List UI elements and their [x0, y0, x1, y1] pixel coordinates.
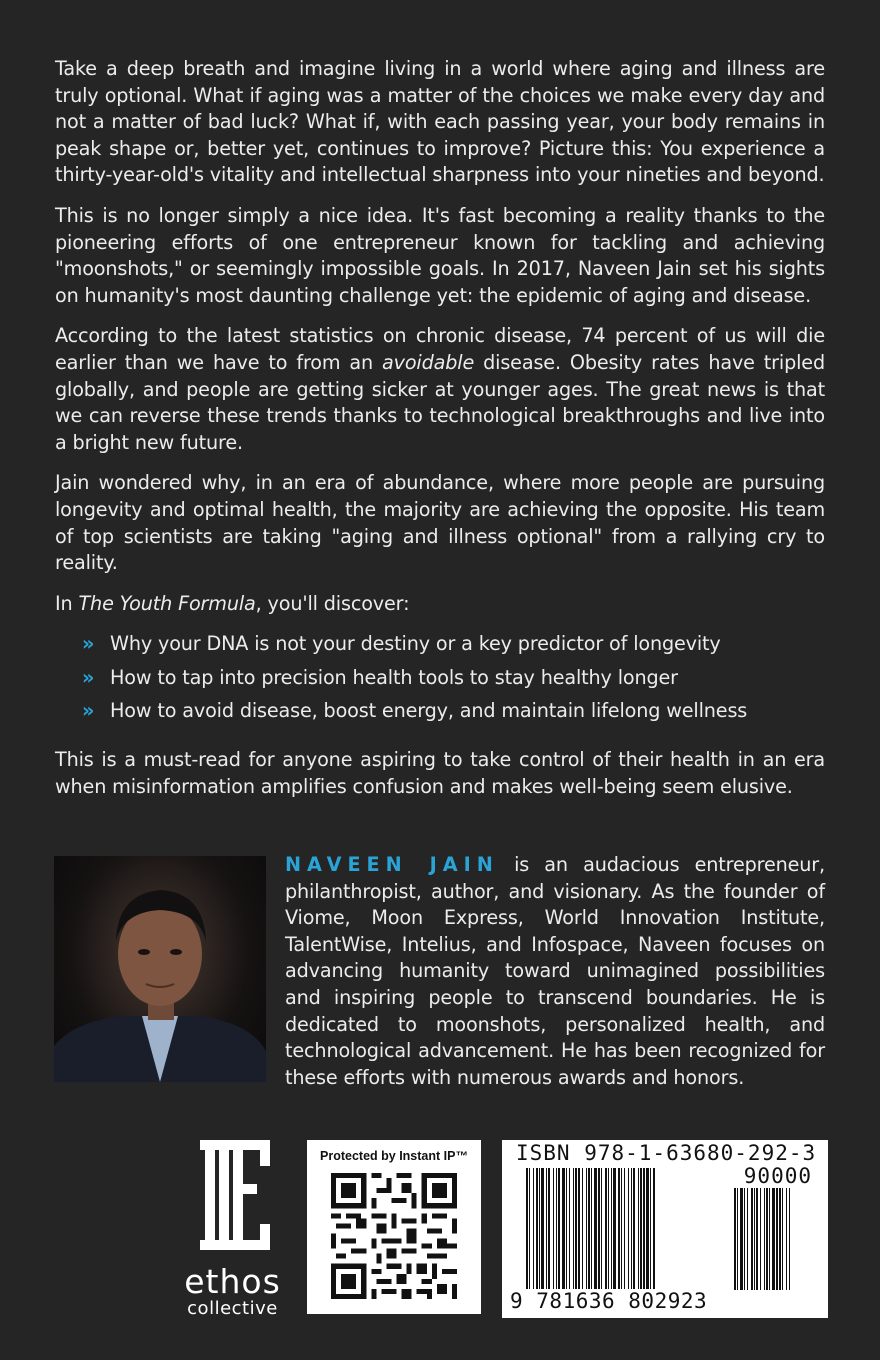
barcode-bar: [631, 1168, 632, 1290]
barcode-bar: [529, 1168, 530, 1290]
barcode-bar: [740, 1188, 743, 1290]
book-title-italic: The Youth Formula: [78, 591, 256, 615]
book-description: [55, 56, 825, 814]
barcode-bar: [536, 1168, 538, 1290]
author-bio: [285, 852, 825, 1091]
barcode-bar: [769, 1188, 770, 1290]
barcode-bar: [624, 1168, 625, 1290]
barcode-bar: [541, 1168, 544, 1290]
barcode-bar: [582, 1168, 583, 1290]
barcode-bar: [546, 1168, 547, 1290]
barcode-bar: [591, 1168, 592, 1290]
barcode-bar: [782, 1188, 783, 1290]
chevron-right-icon: »: [82, 699, 95, 723]
barcode-bar: [772, 1188, 775, 1290]
barcode-bar: [588, 1168, 590, 1290]
author-bio-text: is an audacious entrepreneur, philanthropist, author, and visionary. As the founder of Viome, Moon Express, World Innovation Institute, TalentWise, Intelius, and Infospace, Naveen focuses on advancing humanity toward unimagined possibilities and inspiring people to transcend boundaries. He is dedicated to moonshots, personalized health, and technological advancement. He has been recognized for these efforts with numerous awards and honors.: [285, 853, 825, 1089]
barcode-bar: [786, 1188, 787, 1290]
barcode-bar: [621, 1168, 622, 1290]
list-item: » How to avoid disease, boost energy, and maintain lifelong wellness: [55, 698, 825, 725]
qr-code-icon: [331, 1173, 457, 1299]
emphasis-avoidable: avoidable: [382, 350, 475, 374]
barcode-bar: [578, 1168, 580, 1290]
barcode-bar: [653, 1168, 655, 1290]
price-code: 90000: [743, 1164, 812, 1188]
description-paragraph-3: According to the latest statistics on chronic disease, 74 percent of us will die earlier than we have to from an avoidable disease. Obesity rates have tripled globally, and people are getting sicker at younger ages. The great news is that we can reverse these trends thanks to technological breakthroughs and live into a bright new future.: [55, 324, 825, 454]
chevron-right-icon: »: [82, 632, 95, 656]
barcode-bar: [628, 1168, 629, 1290]
barcode-bar: [776, 1188, 778, 1290]
barcode-bar: [594, 1168, 597, 1290]
barcode-bar: [766, 1188, 768, 1290]
barcode-bar: [539, 1168, 540, 1290]
barcode-bar: [586, 1168, 587, 1290]
description-paragraph-1: Take a deep breath and imagine living in a world where aging and illness are truly optional. What if aging was a matter of the choices we make every day and not a matter of bad luck? What if, with each passing year, your body remains in peak shape or, better yet, continues to improve? Picture this: You experience a thirty-year-old's vitality and intellectual sharpness into your nineties and beyond.: [55, 57, 825, 187]
isbn-barcode-panel: [502, 1140, 828, 1318]
publisher-name: ethos: [184, 1262, 281, 1301]
barcode-bar: [751, 1188, 753, 1290]
barcode-bar: [760, 1188, 761, 1290]
description-paragraph-5: In The Youth Formula, you'll discover:: [55, 591, 410, 615]
barcode-bar: [575, 1168, 577, 1290]
barcode-bar: [548, 1168, 550, 1290]
barcode-bar: [640, 1168, 642, 1290]
chevron-right-icon: »: [82, 665, 95, 689]
publisher-subname: collective: [187, 1298, 278, 1319]
list-item: » How to tap into precision health tools to stay healthy longer: [55, 665, 825, 692]
barcode-bar: [526, 1168, 528, 1290]
barcode-bar: [553, 1168, 554, 1290]
barcode-bar: [744, 1188, 745, 1290]
barcode-bar: [633, 1168, 635, 1290]
barcode-bar: [573, 1168, 574, 1290]
author-photo: [54, 856, 266, 1082]
barcode-bar: [601, 1168, 602, 1290]
description-paragraph-2: This is no longer simply a nice idea. It's fast becoming a reality thanks to the pioneering efforts of one entrepreneur known for tackling and achieving "moonshots," or seemingly impossible goals. In 2017, Naveen Jain set his sights on humanity's most daunting challenge yet: the epidemic of aging and disease.: [55, 203, 825, 307]
barcode-bar: [638, 1168, 639, 1290]
qr-code-panel: [307, 1140, 481, 1314]
barcode-bar: [562, 1168, 565, 1290]
description-paragraph-4: Jain wondered why, in an era of abundance, where more people are pursuing longevity and optimal health, the majority are achieving the opposite. His team of top scientists are taking "aging and illness optional" from a rallying cry to reality.: [55, 471, 825, 575]
barcode-bar: [754, 1188, 755, 1290]
description-paragraph-6: This is a must-read for anyone aspiring to take control of their health in an era when misinformation amplifies confusion and makes well-being seem elusive.: [55, 748, 825, 798]
barcode-bar: [613, 1168, 616, 1290]
barcode-bar: [646, 1168, 649, 1290]
author-name: NAVEEN JAIN: [285, 853, 499, 876]
barcode-bar: [558, 1168, 560, 1290]
barcode-bar: [533, 1168, 534, 1290]
list-item: » Why your DNA is not your destiny or a key predictor of longevity: [55, 631, 825, 658]
barcode-bar: [756, 1188, 758, 1290]
barcode-number: 9 781636 802923: [510, 1289, 708, 1313]
barcode-bar: [598, 1168, 600, 1290]
barcode-bar: [779, 1188, 781, 1290]
barcode-bar: [643, 1168, 645, 1290]
author-portrait-image: [54, 856, 266, 1082]
barcode-bar: [764, 1188, 765, 1290]
barcode-bar: [569, 1168, 570, 1290]
barcode-bar: [650, 1168, 651, 1290]
barcode-bar: [611, 1168, 612, 1290]
barcode-bar: [747, 1188, 748, 1290]
barcode-bar: [566, 1168, 567, 1290]
barcode-bar: [556, 1168, 557, 1290]
barcode-bar: [605, 1168, 607, 1290]
barcode-bar: [734, 1188, 736, 1290]
barcode-bar: [737, 1188, 738, 1290]
barcode-bar: [789, 1188, 790, 1290]
discover-list: [55, 631, 825, 725]
isbn-label: ISBN 978-1-63680-292-3: [516, 1141, 817, 1165]
barcode-bar: [618, 1168, 620, 1290]
qr-label: Protected by Instant IP™: [320, 1149, 468, 1163]
barcode-bar: [608, 1168, 609, 1290]
